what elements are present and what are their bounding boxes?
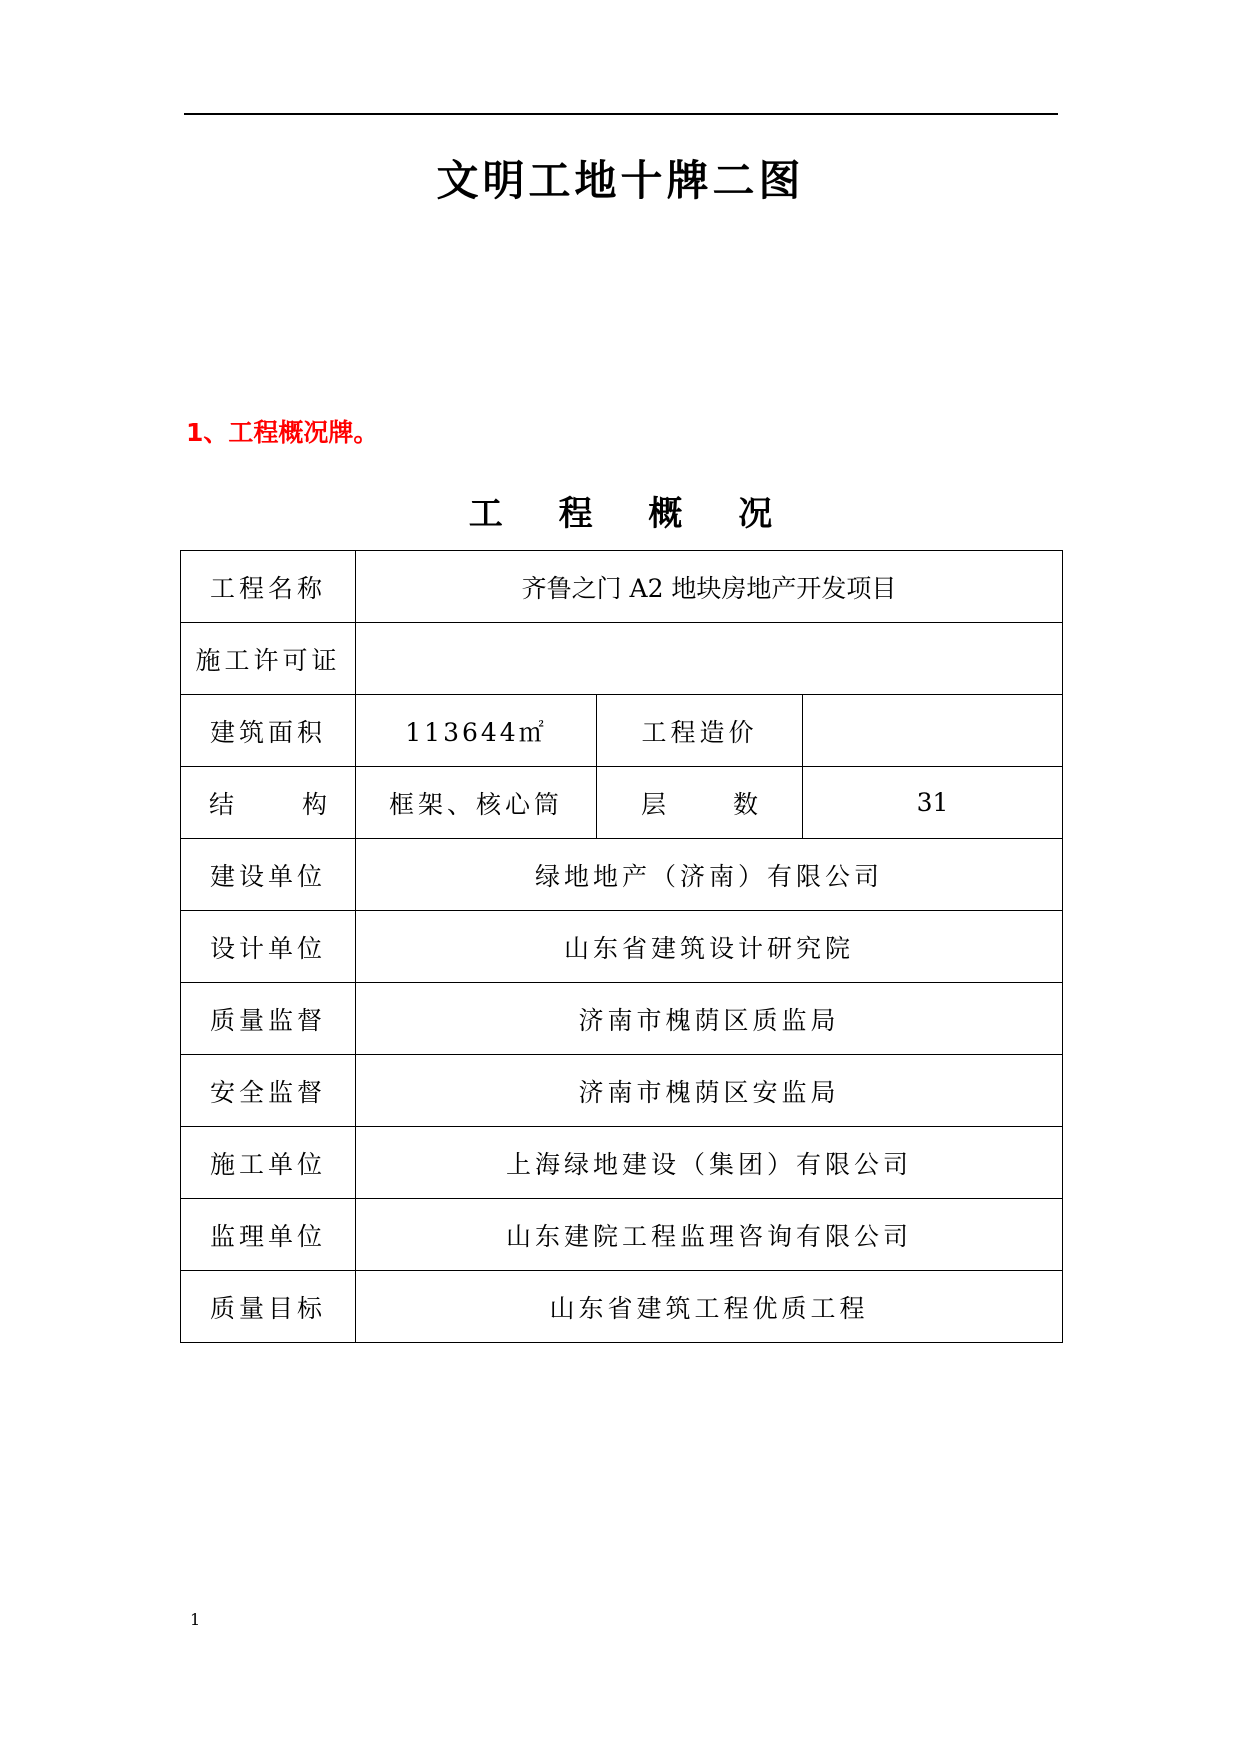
- row-value: 31: [803, 767, 1063, 839]
- row-label: 施工单位: [181, 1127, 356, 1199]
- table-row: [181, 983, 1063, 1055]
- table-title-char: 程: [558, 494, 593, 534]
- table-row: [181, 1271, 1063, 1343]
- table-title-char: 况: [738, 494, 773, 534]
- row-value: [356, 623, 1063, 695]
- table-row: [181, 1199, 1063, 1271]
- table-row: [181, 1127, 1063, 1199]
- header-rule: [184, 113, 1058, 115]
- page-number: 1: [190, 1610, 201, 1629]
- label-char: 结: [209, 789, 235, 819]
- row-value: 框架、核心筒: [356, 767, 597, 839]
- row-value: 上海绿地建设（集团）有限公司: [356, 1127, 1063, 1199]
- project-overview-table: [180, 550, 1063, 1343]
- table-row: [181, 767, 1063, 839]
- row-value: 山东省建筑设计研究院: [356, 911, 1063, 983]
- section-heading: 1、工程概况牌。: [186, 418, 379, 447]
- row-label: [181, 767, 356, 839]
- label-char: 构: [301, 789, 327, 819]
- row-label: 工程造价: [597, 695, 803, 767]
- row-label: 质量目标: [181, 1271, 356, 1343]
- row-value: 山东省建筑工程优质工程: [356, 1271, 1063, 1343]
- row-label: 安全监督: [181, 1055, 356, 1127]
- row-value: 113644㎡: [356, 695, 597, 767]
- row-label: [597, 767, 803, 839]
- table-title: [0, 486, 1241, 535]
- table-row: [181, 695, 1063, 767]
- table-row: [181, 839, 1063, 911]
- row-value: 齐鲁之门 A2 地块房地产开发项目: [356, 551, 1063, 623]
- row-label: 工程名称: [181, 551, 356, 623]
- label-char: 层: [641, 789, 667, 819]
- row-label: 监理单位: [181, 1199, 356, 1271]
- row-label: 建筑面积: [181, 695, 356, 767]
- row-value: 济南市槐荫区安监局: [356, 1055, 1063, 1127]
- document-title: 文明工地十牌二图: [436, 156, 805, 205]
- table-title-char: 工: [468, 494, 503, 534]
- table-row: [181, 1055, 1063, 1127]
- row-value: [803, 695, 1063, 767]
- row-value: 山东建院工程监理咨询有限公司: [356, 1199, 1063, 1271]
- table-row: [181, 623, 1063, 695]
- row-label: 施工许可证: [181, 623, 356, 695]
- row-label: 建设单位: [181, 839, 356, 911]
- row-label: 质量监督: [181, 983, 356, 1055]
- row-label: 设计单位: [181, 911, 356, 983]
- row-value: 济南市槐荫区质监局: [356, 983, 1063, 1055]
- table-row: [181, 551, 1063, 623]
- table-title-char: 概: [648, 494, 683, 534]
- table-row: [181, 911, 1063, 983]
- row-value: 绿地地产（济南）有限公司: [356, 839, 1063, 911]
- label-char: 数: [732, 789, 758, 819]
